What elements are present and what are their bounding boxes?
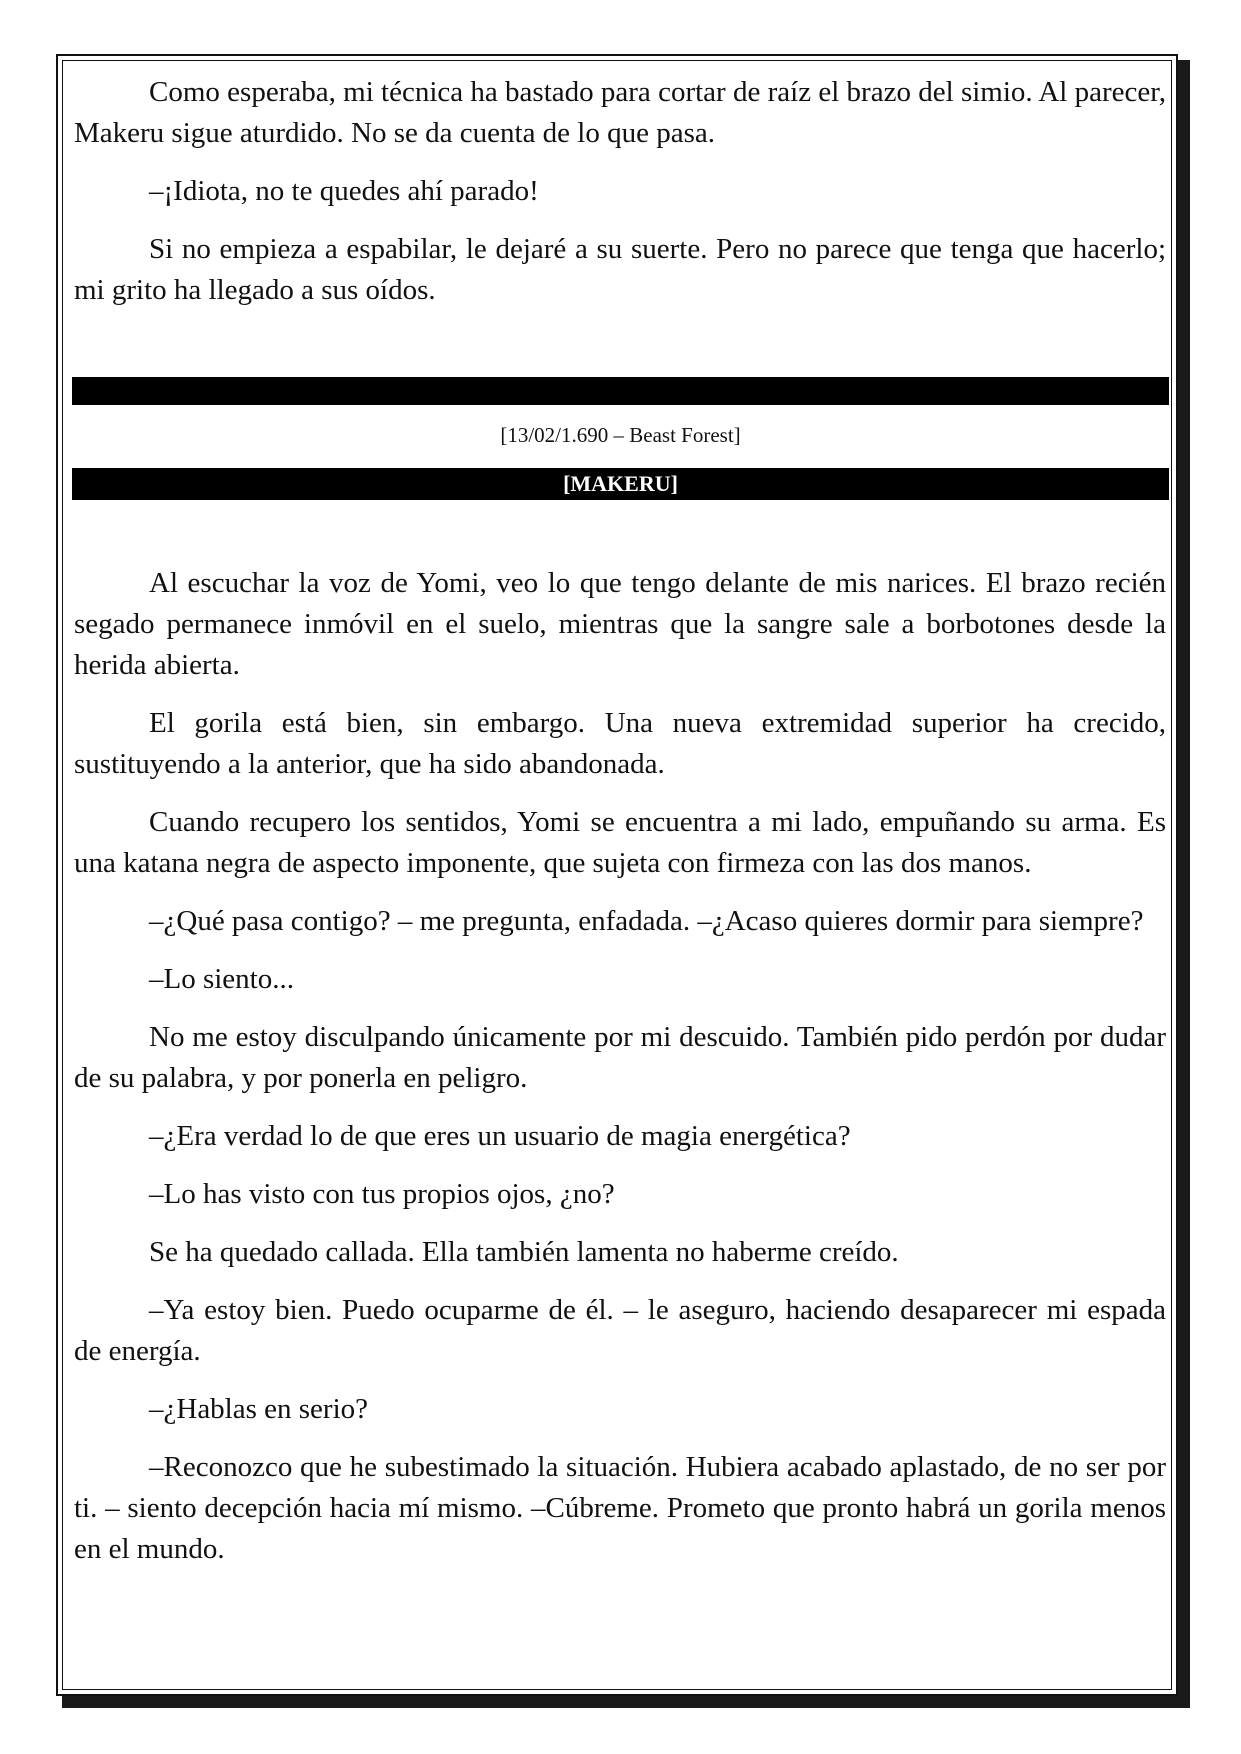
scene-pov-bar: [MAKERU] xyxy=(72,468,1169,500)
main-section xyxy=(74,563,1166,1587)
paragraph: –Lo siento... xyxy=(149,963,294,995)
paragraph: –¡Idiota, no te quedes ahí parado! xyxy=(149,175,539,207)
paragraph: –Lo has visto con tus propios ojos, ¿no? xyxy=(149,1178,615,1210)
paragraph: –¿Era verdad lo de que eres un usuario de magia energética? xyxy=(149,1120,851,1152)
paragraph: –Reconozco que he subestimado la situación. Hubiera acabado aplastado, de no ser por ti. – siento decepción hacia mí mismo. –Cúbreme. Prometo que pronto habrá un gorila menos en el mundo. xyxy=(74,1451,1166,1565)
paragraph: Cuando recupero los sentidos, Yomi se encuentra a mi lado, empuñando su arma. Es una katana negra de aspecto imponente, que sujeta con firmeza con las dos manos. xyxy=(74,806,1166,879)
scene-date-location: [13/02/1.690 – Beast Forest] xyxy=(500,423,741,447)
paragraph: Se ha quedado callada. Ella también lamenta no haberme creído. xyxy=(149,1236,899,1268)
paragraph: –¿Hablas en serio? xyxy=(149,1393,369,1425)
paragraph: El gorila está bien, sin embargo. Una nueva extremidad superior ha crecido, sustituyendo a la anterior, que ha sido abandonada. xyxy=(74,707,1166,780)
paragraph: –¿Qué pasa contigo? – me pregunta, enfadada. –¿Acaso quieres dormir para siempre? xyxy=(149,905,1144,937)
paragraph: Como esperaba, mi técnica ha bastado para cortar de raíz el brazo del simio. Al parecer, Makeru sigue aturdido. No se da cuenta de lo que pasa. xyxy=(74,76,1166,149)
paragraph: Si no empieza a espabilar, le dejaré a su suerte. Pero no parece que tenga que hacerlo; mi grito ha llegado a sus oídos. xyxy=(74,233,1166,306)
paragraph: –Ya estoy bien. Puedo ocuparme de él. – le aseguro, haciendo desaparecer mi espada de energía. xyxy=(74,1294,1166,1367)
scene-divider-bar xyxy=(72,377,1169,405)
paragraph: Al escuchar la voz de Yomi, veo lo que tengo delante de mis narices. El brazo recién segado permanece inmóvil en el suelo, mientras que la sangre sale a borbotones desde la herida abierta. xyxy=(74,567,1166,681)
top-section xyxy=(74,72,1166,328)
paragraph: No me estoy disculpando únicamente por mi descuido. También pido perdón por dudar de su palabra, y por ponerla en peligro. xyxy=(74,1021,1166,1094)
